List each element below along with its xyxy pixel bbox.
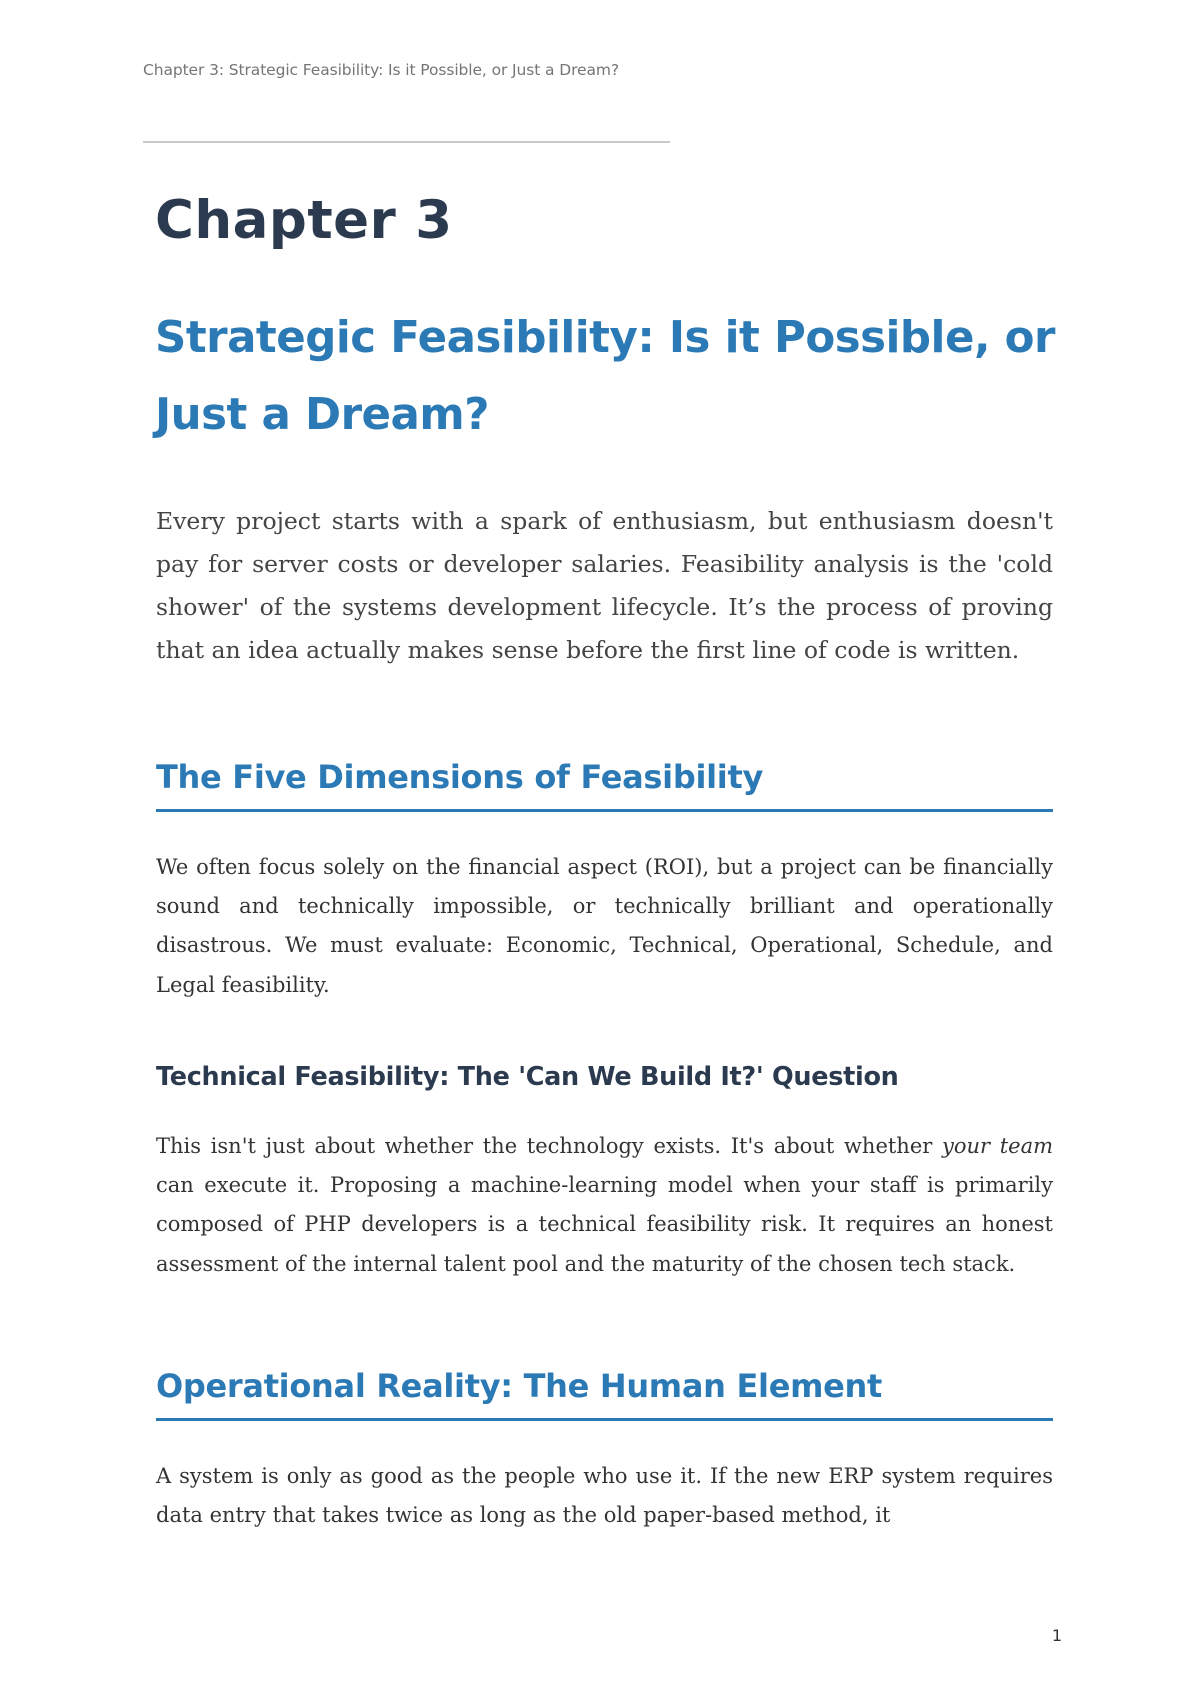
subsection-body-technical-feasibility — [156, 1127, 1053, 1284]
emphasis-your-team: your team — [941, 1134, 1054, 1158]
running-header: Chapter 3: Strategic Feasibility: Is it Possible, or Just a Dream? — [143, 61, 619, 79]
text-run: This isn't just about whether the technology exists. It's about whether — [156, 1134, 942, 1158]
subsection-heading-technical-feasibility: Technical Feasibility: The 'Can We Build It?' Question — [156, 1062, 899, 1092]
section-heading-five-dimensions: The Five Dimensions of Feasibility — [156, 757, 1053, 812]
intro-paragraph: Every project starts with a spark of enthusiasm, but enthusiasm doesn't pay for server costs or developer salaries. Feasibility analysis is the 'cold shower' of the systems development lifecycle. It’s the process of proving that an idea actually makes sense before the first line of code is written. — [156, 507, 1053, 664]
header-divider — [143, 141, 670, 143]
chapter-label: Chapter 3 — [155, 190, 453, 251]
chapter-title: Strategic Feasibility: Is it Possible, or Just a Dream? — [155, 313, 1055, 440]
section-body-operational-reality: A system is only as good as the people who use it. If the new ERP system requires data entry that takes twice as long as the old paper-based method, it — [156, 1464, 1053, 1528]
section-heading-operational-reality: Operational Reality: The Human Element — [156, 1366, 1053, 1421]
section-body-five-dimensions: We often focus solely on the financial aspect (ROI), but a project can be financially sound and technically impossible, or technically brilliant and operationally disastrous. We must evaluate: Economic, Technical, Operational, Schedule, and Legal feasibility. — [156, 855, 1053, 997]
text-run: can execute it. Proposing a machine-learning model when your staff is primarily composed of PHP developers is a technical feasibility risk. It requires an honest assessment of the internal talent pool and the maturity of the chosen tech stack. — [156, 1173, 1053, 1276]
page-number: 1 — [1051, 1626, 1062, 1645]
